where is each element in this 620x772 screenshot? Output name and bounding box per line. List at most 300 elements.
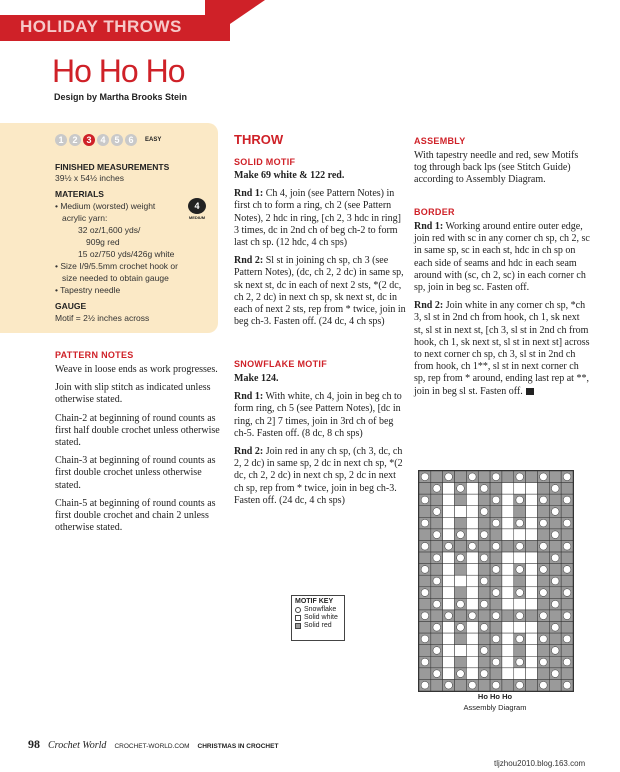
snowflake-icon xyxy=(516,635,524,643)
motif-key-white: Solid white xyxy=(295,614,341,621)
solid-white-cell xyxy=(443,529,455,541)
snowflake-icon xyxy=(540,681,548,689)
solid-white-cell xyxy=(443,645,455,657)
solid-red-cell xyxy=(478,679,490,691)
snowflake-icon xyxy=(480,531,488,539)
solid-white-cell xyxy=(466,668,478,680)
snow-rnd-2: Rnd 2: Join red in any ch sp, (ch 3, dc, ch 2, 2 dc) in same sp, 2 dc in next ch sp, *(2 dc, ch 2, 2 dc) in next ch sp, 2 dc in next ch sp, rep from * twice, join in beg ch-3. Fasten off. (24 dc, 4 ch sps) xyxy=(234,446,403,506)
materials-item1-d: 909g red xyxy=(86,237,120,247)
snowflake-icon xyxy=(563,681,571,689)
solid-white-cell xyxy=(455,506,467,518)
solid-white-cell xyxy=(502,645,514,657)
solid-red-cell xyxy=(419,506,431,518)
page-number: 98 xyxy=(28,737,40,751)
snowflake-icon xyxy=(480,577,488,585)
snowflake-icon xyxy=(492,589,500,597)
solid-white-cell xyxy=(526,587,538,599)
solid-red-cell xyxy=(549,679,561,691)
snowflake-icon xyxy=(492,612,500,620)
solid-white-cell xyxy=(466,529,478,541)
snowflake-icon xyxy=(551,531,559,539)
snowflake-icon xyxy=(563,542,571,550)
snowflake-icon xyxy=(551,600,559,608)
snowflake-icon xyxy=(540,473,548,481)
solid-red-cell xyxy=(514,506,526,518)
materials-item1-a: • Medium (worsted) weight xyxy=(55,201,156,211)
solid-white-cell xyxy=(526,529,538,541)
solid-red-cell xyxy=(514,645,526,657)
solid-red-cell xyxy=(526,679,538,691)
materials-heading: MATERIALS xyxy=(55,189,104,199)
solid-white-cell xyxy=(455,645,467,657)
solid-white-cell xyxy=(526,494,538,506)
snowflake-icon xyxy=(551,485,559,493)
solid-motif-text xyxy=(234,170,406,334)
solid-red-cell xyxy=(490,575,502,587)
solid-red-cell xyxy=(431,517,443,529)
snowflake-icon xyxy=(516,658,524,666)
solid-white-cell xyxy=(466,656,478,668)
solid-white-cell xyxy=(514,668,526,680)
solid-white-cell xyxy=(443,622,455,634)
snowflake-icon xyxy=(551,508,559,516)
solid-red-cell xyxy=(502,610,514,622)
snowflake-icon xyxy=(457,670,465,678)
solid-red-cell xyxy=(561,529,573,541)
solid-red-cell xyxy=(478,564,490,576)
solid-white-cell xyxy=(526,622,538,634)
solid-white-cell xyxy=(526,564,538,576)
solid-red-cell xyxy=(502,540,514,552)
solid-red-cell xyxy=(455,494,467,506)
snowflake-icon xyxy=(421,566,429,574)
solid-red-cell xyxy=(478,494,490,506)
website: CROCHET-WORLD.COM xyxy=(114,743,190,750)
snowflake-icon xyxy=(563,658,571,666)
snowflake-icon xyxy=(540,658,548,666)
snowflake-icon xyxy=(492,496,500,504)
solid-white-cell xyxy=(514,552,526,564)
solid-red-cell xyxy=(549,587,561,599)
snow-rnd-1: Rnd 1: With white, ch 4, join in beg ch to form ring, ch 5 (see Pattern Notes), [dc in ring, ch 2] 7 times, join in 3rd ch of beg ch-5. Fasten off. (8 dc, 8 ch sps) xyxy=(234,391,402,439)
snowflake-icon xyxy=(492,519,500,527)
solid-white-cell xyxy=(502,598,514,610)
skill-level-6: 6 xyxy=(125,134,137,146)
solid-white-cell xyxy=(466,622,478,634)
magazine-name: Crochet World xyxy=(48,740,107,751)
materials-item2-a: • Size I/9/5.5mm crochet hook or xyxy=(55,261,178,271)
materials-item1-c: 32 oz/1,600 yds/ xyxy=(78,225,141,235)
solid-red-cell xyxy=(490,552,502,564)
solid-red-cell xyxy=(561,598,573,610)
solid-red-cell xyxy=(431,471,443,483)
snowflake-icon xyxy=(421,519,429,527)
solid-red-cell xyxy=(537,483,549,495)
solid-white-cell xyxy=(466,645,478,657)
snowflake-swatch-icon xyxy=(295,607,301,613)
solid-red-cell xyxy=(431,610,443,622)
snowflake-icon xyxy=(433,647,441,655)
snowflake-icon xyxy=(563,635,571,643)
solid-red-cell xyxy=(537,575,549,587)
yarn-weight-label: MEDIUM xyxy=(188,215,206,220)
solid-white-cell xyxy=(514,598,526,610)
solid-red-cell xyxy=(537,598,549,610)
snowflake-icon xyxy=(480,485,488,493)
solid-red-cell xyxy=(549,656,561,668)
assembly-diagram xyxy=(418,470,574,692)
solid-red-cell xyxy=(490,668,502,680)
solid-red-cell xyxy=(455,540,467,552)
solid-white-cell xyxy=(466,494,478,506)
snowflake-icon xyxy=(492,542,500,550)
solid-white-cell xyxy=(466,552,478,564)
solid-red-cell xyxy=(455,471,467,483)
diagram-subtitle: Assembly Diagram xyxy=(463,703,527,712)
skill-levels xyxy=(55,134,161,146)
snowflake-icon xyxy=(457,554,465,562)
snowflake-icon xyxy=(492,635,500,643)
solid-white-cell xyxy=(443,517,455,529)
solid-white-cell xyxy=(443,633,455,645)
solid-red-cell xyxy=(490,598,502,610)
skill-level-1: 1 xyxy=(55,134,67,146)
solid-red-cell xyxy=(455,633,467,645)
solid-red-cell xyxy=(549,610,561,622)
solid-red-cell xyxy=(455,610,467,622)
snowflake-icon xyxy=(445,681,453,689)
snowflake-icon xyxy=(563,612,571,620)
snowflake-icon xyxy=(433,554,441,562)
snowflake-icon xyxy=(540,589,548,597)
solid-white-cell xyxy=(466,587,478,599)
snowflake-icon xyxy=(516,566,524,574)
solid-red-cell xyxy=(455,656,467,668)
solid-red-cell xyxy=(549,494,561,506)
note-2: Join with slip stitch as indicated unless otherwise stated. xyxy=(55,382,211,406)
solid-motif-heading: SOLID MOTIF xyxy=(234,157,296,167)
motif-key-snowflake: Snowflake xyxy=(295,606,341,613)
snowflake-icon xyxy=(468,473,476,481)
solid-red-cell xyxy=(502,679,514,691)
materials-item2-b: size needed to obtain gauge xyxy=(62,273,169,283)
solid-red-cell xyxy=(561,552,573,564)
snowflake-icon xyxy=(457,600,465,608)
snowflake-icon xyxy=(445,612,453,620)
snowflake-icon xyxy=(540,496,548,504)
solid-white-cell xyxy=(502,656,514,668)
solid-red-cell xyxy=(549,564,561,576)
snowflake-icon xyxy=(563,566,571,574)
snowflake-icon xyxy=(433,577,441,585)
solid-red-cell xyxy=(514,575,526,587)
solid-white-cell xyxy=(466,517,478,529)
snowflake-icon xyxy=(540,635,548,643)
solid-white-cell xyxy=(502,633,514,645)
snowflake-icon xyxy=(551,647,559,655)
solid-red-cell xyxy=(561,645,573,657)
solid-red-cell xyxy=(455,679,467,691)
border-text xyxy=(414,221,590,404)
solid-white-cell xyxy=(502,622,514,634)
solid-white-cell xyxy=(526,645,538,657)
materials-item3: • Tapestry needle xyxy=(55,285,121,295)
assembly-heading: ASSEMBLY xyxy=(414,136,466,146)
solid-red-cell xyxy=(431,540,443,552)
border-rnd-1: Rnd 1: Working around entire outer edge, join red with sc in any corner ch sp, ch 2, sc in same sp, sc in each st, hdc in ch sp on each side of seams and hdc in each seam around with (sc, ch 2, sc) in each corner ch sp, join in beg sc. Fasten off. xyxy=(414,221,590,294)
snowflake-motif-heading: SNOWFLAKE MOTIF xyxy=(234,359,327,369)
solid-red-cell xyxy=(419,622,431,634)
gauge-value: Motif = 2½ inches across xyxy=(55,313,150,323)
snowflake-icon xyxy=(457,485,465,493)
solid-red-cell xyxy=(478,610,490,622)
snowflake-icon xyxy=(516,496,524,504)
solid-white-cell xyxy=(526,517,538,529)
solid-red-cell xyxy=(526,471,538,483)
snowflake-icon xyxy=(421,496,429,504)
note-4: Chain-3 at beginning of round counts as first double crochet unless otherwise stated. xyxy=(55,455,216,491)
solid-red-cell xyxy=(431,656,443,668)
snowflake-icon xyxy=(563,589,571,597)
solid-red-cell xyxy=(431,679,443,691)
watermark: tljzhou2010.blog.163.com xyxy=(494,759,586,768)
solid-red-cell xyxy=(549,540,561,552)
skill-level-3: 3 xyxy=(83,134,95,146)
solid-red-cell xyxy=(455,587,467,599)
snowflake-icon xyxy=(516,589,524,597)
issue-name: CHRISTMAS IN CROCHET xyxy=(197,743,279,750)
solid-white-cell xyxy=(443,564,455,576)
solid-red-cell xyxy=(478,633,490,645)
snowflake-icon xyxy=(551,577,559,585)
snowflake-icon xyxy=(551,623,559,631)
snowflake-icon xyxy=(563,473,571,481)
snowflake-icon xyxy=(445,473,453,481)
snowflake-icon xyxy=(421,635,429,643)
solid-red-cell xyxy=(561,575,573,587)
solid-red-cell xyxy=(502,471,514,483)
note-1: Weave in loose ends as work progresses. xyxy=(55,364,218,375)
snowflake-icon xyxy=(421,681,429,689)
solid-red-cell xyxy=(431,587,443,599)
snow-make: Make 124. xyxy=(234,373,279,384)
solid-white-cell xyxy=(502,529,514,541)
byline: Design by Martha Brooks Stein xyxy=(54,92,188,102)
snowflake-icon xyxy=(492,566,500,574)
motif-key-red: Solid red xyxy=(295,622,341,629)
solid-white-cell xyxy=(502,517,514,529)
solid-white-cell xyxy=(514,622,526,634)
solid-red-cell xyxy=(561,506,573,518)
snowflake-icon xyxy=(468,612,476,620)
solid-white-cell xyxy=(526,668,538,680)
snowflake-icon xyxy=(551,554,559,562)
solid-red-cell xyxy=(455,517,467,529)
solid-red-cell xyxy=(549,471,561,483)
solid-red-cell xyxy=(561,483,573,495)
solid-red-cell xyxy=(490,622,502,634)
solid-red-cell xyxy=(478,540,490,552)
solid-red-cell xyxy=(537,645,549,657)
solid-white-cell xyxy=(443,506,455,518)
solid-red-cell xyxy=(549,517,561,529)
snowflake-icon xyxy=(516,542,524,550)
snowflake-icon xyxy=(480,670,488,678)
solid-red-cell xyxy=(537,668,549,680)
snowflake-icon xyxy=(492,473,500,481)
solid-white-cell xyxy=(443,656,455,668)
solid-white-cell xyxy=(502,483,514,495)
solid-red-cell xyxy=(537,529,549,541)
snowflake-icon xyxy=(433,623,441,631)
skill-level-2: 2 xyxy=(69,134,81,146)
skill-level-4: 4 xyxy=(97,134,109,146)
solid-white-cell xyxy=(443,552,455,564)
note-3: Chain-2 at beginning of round counts as first half double crochet unless otherwise stated. xyxy=(55,412,220,449)
snowflake-icon xyxy=(516,681,524,689)
red-swatch-icon xyxy=(295,623,301,629)
solid-red-cell xyxy=(419,552,431,564)
solid-white-cell xyxy=(514,529,526,541)
solid-make: Make 69 white & 122 red. xyxy=(234,170,345,181)
solid-red-cell xyxy=(419,483,431,495)
solid-white-cell xyxy=(502,564,514,576)
solid-white-cell xyxy=(526,598,538,610)
snowflake-motif-text xyxy=(234,373,406,513)
solid-red-cell xyxy=(419,598,431,610)
solid-red-cell xyxy=(455,564,467,576)
yarn-weight-badge xyxy=(184,198,210,222)
snowflake-icon xyxy=(433,670,441,678)
snowflake-icon xyxy=(516,519,524,527)
diagram-title: Ho Ho Ho xyxy=(477,692,513,701)
solid-red-cell xyxy=(490,483,502,495)
snowflake-icon xyxy=(480,623,488,631)
solid-white-cell xyxy=(526,633,538,645)
solid-white-cell xyxy=(466,633,478,645)
white-swatch-icon xyxy=(295,615,301,621)
solid-red-cell xyxy=(526,610,538,622)
snowflake-icon xyxy=(492,681,500,689)
solid-red-cell xyxy=(431,633,443,645)
snowflake-icon xyxy=(468,681,476,689)
motif-key-heading: MOTIF KEY xyxy=(295,598,334,605)
snowflake-icon xyxy=(457,623,465,631)
solid-red-cell xyxy=(490,529,502,541)
solid-white-cell xyxy=(526,656,538,668)
snowflake-icon xyxy=(563,496,571,504)
banner-text: HOLIDAY THROWS xyxy=(20,17,182,36)
snowflake-icon xyxy=(480,647,488,655)
solid-white-cell xyxy=(466,575,478,587)
solid-white-cell xyxy=(443,668,455,680)
materials-item1-b: acrylic yarn: xyxy=(62,213,108,223)
motif-key xyxy=(291,595,345,641)
solid-white-cell xyxy=(443,494,455,506)
solid-red-cell xyxy=(537,622,549,634)
solid-red-cell xyxy=(419,645,431,657)
solid-white-cell xyxy=(526,552,538,564)
solid-red-cell xyxy=(478,471,490,483)
snowflake-icon xyxy=(421,589,429,597)
snowflake-icon xyxy=(563,519,571,527)
solid-white-cell xyxy=(466,506,478,518)
border-rnd-2: Rnd 2: Join white in any corner ch sp, *ch 3, sl st in 2nd ch from hook, ch 1, sk next st, sl st in next st, [ch 3, sl st in 2nd ch from hook, ch 1, sk next st, sl st in next st] across to next corner ch sp, ch 3, sl st in 2nd ch from hook, ch 1**, sl st in next corner ch sp, rep from * around, ending last rep at **, join in beg sl st. Fasten off. xyxy=(414,300,590,397)
gauge-heading: GAUGE xyxy=(55,301,87,311)
snowflake-icon xyxy=(540,542,548,550)
solid-white-cell xyxy=(466,598,478,610)
snowflake-icon xyxy=(421,612,429,620)
solid-red-cell xyxy=(478,656,490,668)
solid-red-cell xyxy=(537,506,549,518)
solid-red-cell xyxy=(549,633,561,645)
solid-white-cell xyxy=(443,598,455,610)
solid-white-cell xyxy=(514,483,526,495)
snowflake-icon xyxy=(480,554,488,562)
end-mark-icon xyxy=(526,388,534,395)
snowflake-icon xyxy=(433,508,441,516)
solid-red-cell xyxy=(561,622,573,634)
snowflake-icon xyxy=(433,485,441,493)
page-title: Ho Ho Ho xyxy=(52,53,185,89)
solid-white-cell xyxy=(466,483,478,495)
solid-white-cell xyxy=(502,575,514,587)
snowflake-icon xyxy=(421,542,429,550)
finished-value: 39½ x 54½ inches xyxy=(55,173,124,183)
snowflake-icon xyxy=(480,508,488,516)
finished-heading: FINISHED MEASUREMENTS xyxy=(55,162,170,172)
snowflake-icon xyxy=(445,542,453,550)
solid-white-cell xyxy=(502,552,514,564)
solid-white-cell xyxy=(466,564,478,576)
solid-white-cell xyxy=(526,483,538,495)
solid-white-cell xyxy=(526,575,538,587)
solid-red-cell xyxy=(431,564,443,576)
solid-white-cell xyxy=(455,575,467,587)
yarn-weight-icon: 4 xyxy=(188,198,206,214)
skill-label: EASY xyxy=(145,137,162,143)
snowflake-icon xyxy=(492,658,500,666)
solid-rnd-1: Rnd 1: Ch 4, join (see Pattern Notes) in first ch to form a ring, ch 2 (see Pattern Notes), 2 hdc in ring, [ch 2, 3 hdc in ring] 3 times, dc in 2nd ch of beg ch-2 to form last ch sp. (12 hdc, 4 ch sps) xyxy=(234,188,401,249)
solid-white-cell xyxy=(443,483,455,495)
snowflake-icon xyxy=(421,473,429,481)
throw-heading: THROW xyxy=(234,132,284,147)
solid-white-cell xyxy=(502,668,514,680)
solid-red-cell xyxy=(490,506,502,518)
snowflake-icon xyxy=(468,542,476,550)
skill-level-5: 5 xyxy=(111,134,123,146)
snowflake-icon xyxy=(421,658,429,666)
solid-red-cell xyxy=(419,668,431,680)
solid-white-cell xyxy=(502,494,514,506)
solid-white-cell xyxy=(502,506,514,518)
solid-red-cell xyxy=(431,494,443,506)
snowflake-icon xyxy=(516,612,524,620)
solid-red-cell xyxy=(561,668,573,680)
snowflake-icon xyxy=(457,531,465,539)
pattern-notes xyxy=(55,364,220,540)
footer xyxy=(28,737,278,752)
snowflake-icon xyxy=(540,612,548,620)
solid-white-cell xyxy=(502,587,514,599)
solid-red-cell xyxy=(478,587,490,599)
snowflake-icon xyxy=(540,519,548,527)
snowflake-icon xyxy=(433,600,441,608)
solid-red-cell xyxy=(537,552,549,564)
assembly-text: With tapestry needle and red, sew Motifs tog through back lps (see Stitch Guide) according to Assembly Diagram. xyxy=(414,150,579,186)
materials-item1-e: 15 oz/750 yds/426g white xyxy=(78,249,175,259)
snowflake-icon xyxy=(516,473,524,481)
